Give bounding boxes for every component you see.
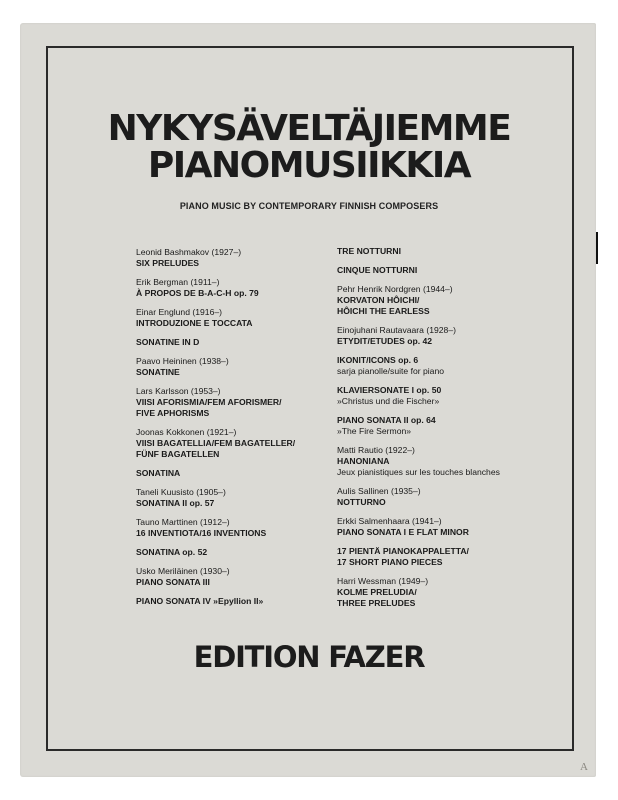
composer-name: Joonas Kokkonen (1921–): [136, 427, 237, 437]
work-title: THREE PRELUDES: [337, 598, 416, 608]
work-title: NOTTURNO: [337, 497, 386, 507]
work-title: INTRODUZIONE E TOCCATA: [136, 318, 253, 328]
composer-name: Einojuhani Rautavaara (1928–): [337, 325, 456, 335]
work-title: HÔICHI THE EARLESS: [337, 306, 430, 316]
composer-name: Einar Englund (1916–): [136, 307, 222, 317]
catalog-entry: [136, 596, 336, 607]
work-subtitle: Jeux pianistiques sur les touches blanches: [337, 467, 500, 477]
catalog-entry: [136, 386, 336, 419]
catalog-entry: [337, 415, 542, 437]
work-title: SONATINA: [136, 468, 181, 478]
work-title: PIANO SONATA I E FLAT MINOR: [337, 527, 469, 537]
work-title: IKONIT/ICONS op. 6: [337, 355, 419, 365]
work-title: FÜNF BAGATELLEN: [136, 449, 220, 459]
composer-name: Paavo Heininen (1938–): [136, 356, 229, 366]
composer-name: Taneli Kuusisto (1905–): [136, 487, 226, 497]
work-title: SONATINE: [136, 367, 180, 377]
work-title: À PROPOS DE B-A-C-H op. 79: [136, 288, 259, 298]
catalog-entry: [337, 355, 542, 377]
composer-name: Lars Karlsson (1953–): [136, 386, 221, 396]
work-title: 17 SHORT PIANO PIECES: [337, 557, 443, 567]
catalog-entry: [136, 487, 336, 509]
catalog-entry: [337, 265, 542, 276]
publisher-name: EDITION FAZER: [193, 640, 425, 674]
work-title: KORVATON HÔICHI/: [337, 295, 420, 305]
catalog-entry: [337, 486, 542, 508]
title-line-2: PIANOMUSIIKKIA: [147, 145, 471, 186]
work-title: KLAVIERSONATE I op. 50: [337, 385, 442, 395]
work-title: FIVE APHORISMS: [136, 408, 210, 418]
work-subtitle: sarja pianolle/suite for piano: [337, 366, 445, 376]
work-title: SONATINE IN D: [136, 337, 200, 347]
composer-name: Pehr Henrik Nordgren (1944–): [337, 284, 453, 294]
catalog-entry: [136, 517, 336, 539]
catalog-entry: [337, 546, 542, 568]
subtitle: PIANO MUSIC BY CONTEMPORARY FINNISH COMPOSERS: [179, 201, 439, 211]
work-title: SONATINA op. 52: [136, 547, 208, 557]
catalog-entry: [136, 547, 336, 558]
work-title: KOLME PRELUDIA/: [337, 587, 417, 597]
work-title: VIISI AFORISMIA/FEM AFORISMER/: [136, 397, 282, 407]
work-title: SONATINA II op. 57: [136, 498, 215, 508]
work-title: TRE NOTTURNI: [337, 246, 401, 256]
composer-name: Tauno Marttinen (1912–): [136, 517, 230, 527]
catalog-entry: [337, 284, 542, 317]
work-title: 17 PIENTÄ PIANOKAPPALETTA/: [337, 546, 469, 556]
work-title: CINQUE NOTTURNI: [337, 265, 418, 275]
pencil-mark: A: [580, 761, 588, 773]
work-title: VIISI BAGATELLIA/FEM BAGATELLER/: [136, 438, 296, 448]
work-title: PIANO SONATA III: [136, 577, 210, 587]
work-subtitle: »Christus und die Fischer»: [337, 396, 440, 406]
composer-name: Erik Bergman (1911–): [136, 277, 220, 287]
work-title: PIANO SONATA II op. 64: [337, 415, 436, 425]
catalog-entry: [136, 356, 336, 378]
catalog-entry: [136, 566, 336, 588]
catalog-entry: [136, 427, 336, 460]
catalog-entry: [136, 277, 336, 299]
composer-name: Harri Wessman (1949–): [337, 576, 429, 586]
catalog-entry: [337, 385, 542, 407]
catalog-entry: [136, 247, 336, 269]
work-title: 16 INVENTIOTA/16 INVENTIONS: [136, 528, 267, 538]
composer-name: Aulis Sallinen (1935–): [337, 486, 421, 496]
composer-name: Usko Meriläinen (1930–): [136, 566, 230, 576]
catalog-entry: [337, 516, 542, 538]
catalog-entry: [136, 307, 336, 329]
work-title: SIX PRELUDES: [136, 258, 200, 268]
composer-name: Matti Rautio (1922–): [337, 445, 415, 455]
work-title: PIANO SONATA IV »Epyllion II»: [136, 596, 264, 606]
work-title: HANONIANA: [337, 456, 390, 466]
catalog-entry: [136, 337, 336, 348]
right-column: [337, 246, 542, 617]
catalog-entry: [337, 445, 542, 478]
catalog-entry: [337, 246, 542, 257]
catalog-entry: [337, 576, 542, 609]
title-line-1: NYKYSÄVELTÄJIEMME: [107, 108, 511, 149]
composer-name: Leonid Bashmakov (1927–): [136, 247, 242, 257]
composer-name: Erkki Salmenhaara (1941–): [337, 516, 442, 526]
work-title: ETYDIT/ETUDES op. 42: [337, 336, 433, 346]
work-subtitle: »The Fire Sermon»: [337, 426, 412, 436]
catalog-entry: [136, 468, 336, 479]
catalog-entry: [337, 325, 542, 347]
page-edge-tab: [596, 232, 598, 264]
left-column: [136, 247, 336, 615]
